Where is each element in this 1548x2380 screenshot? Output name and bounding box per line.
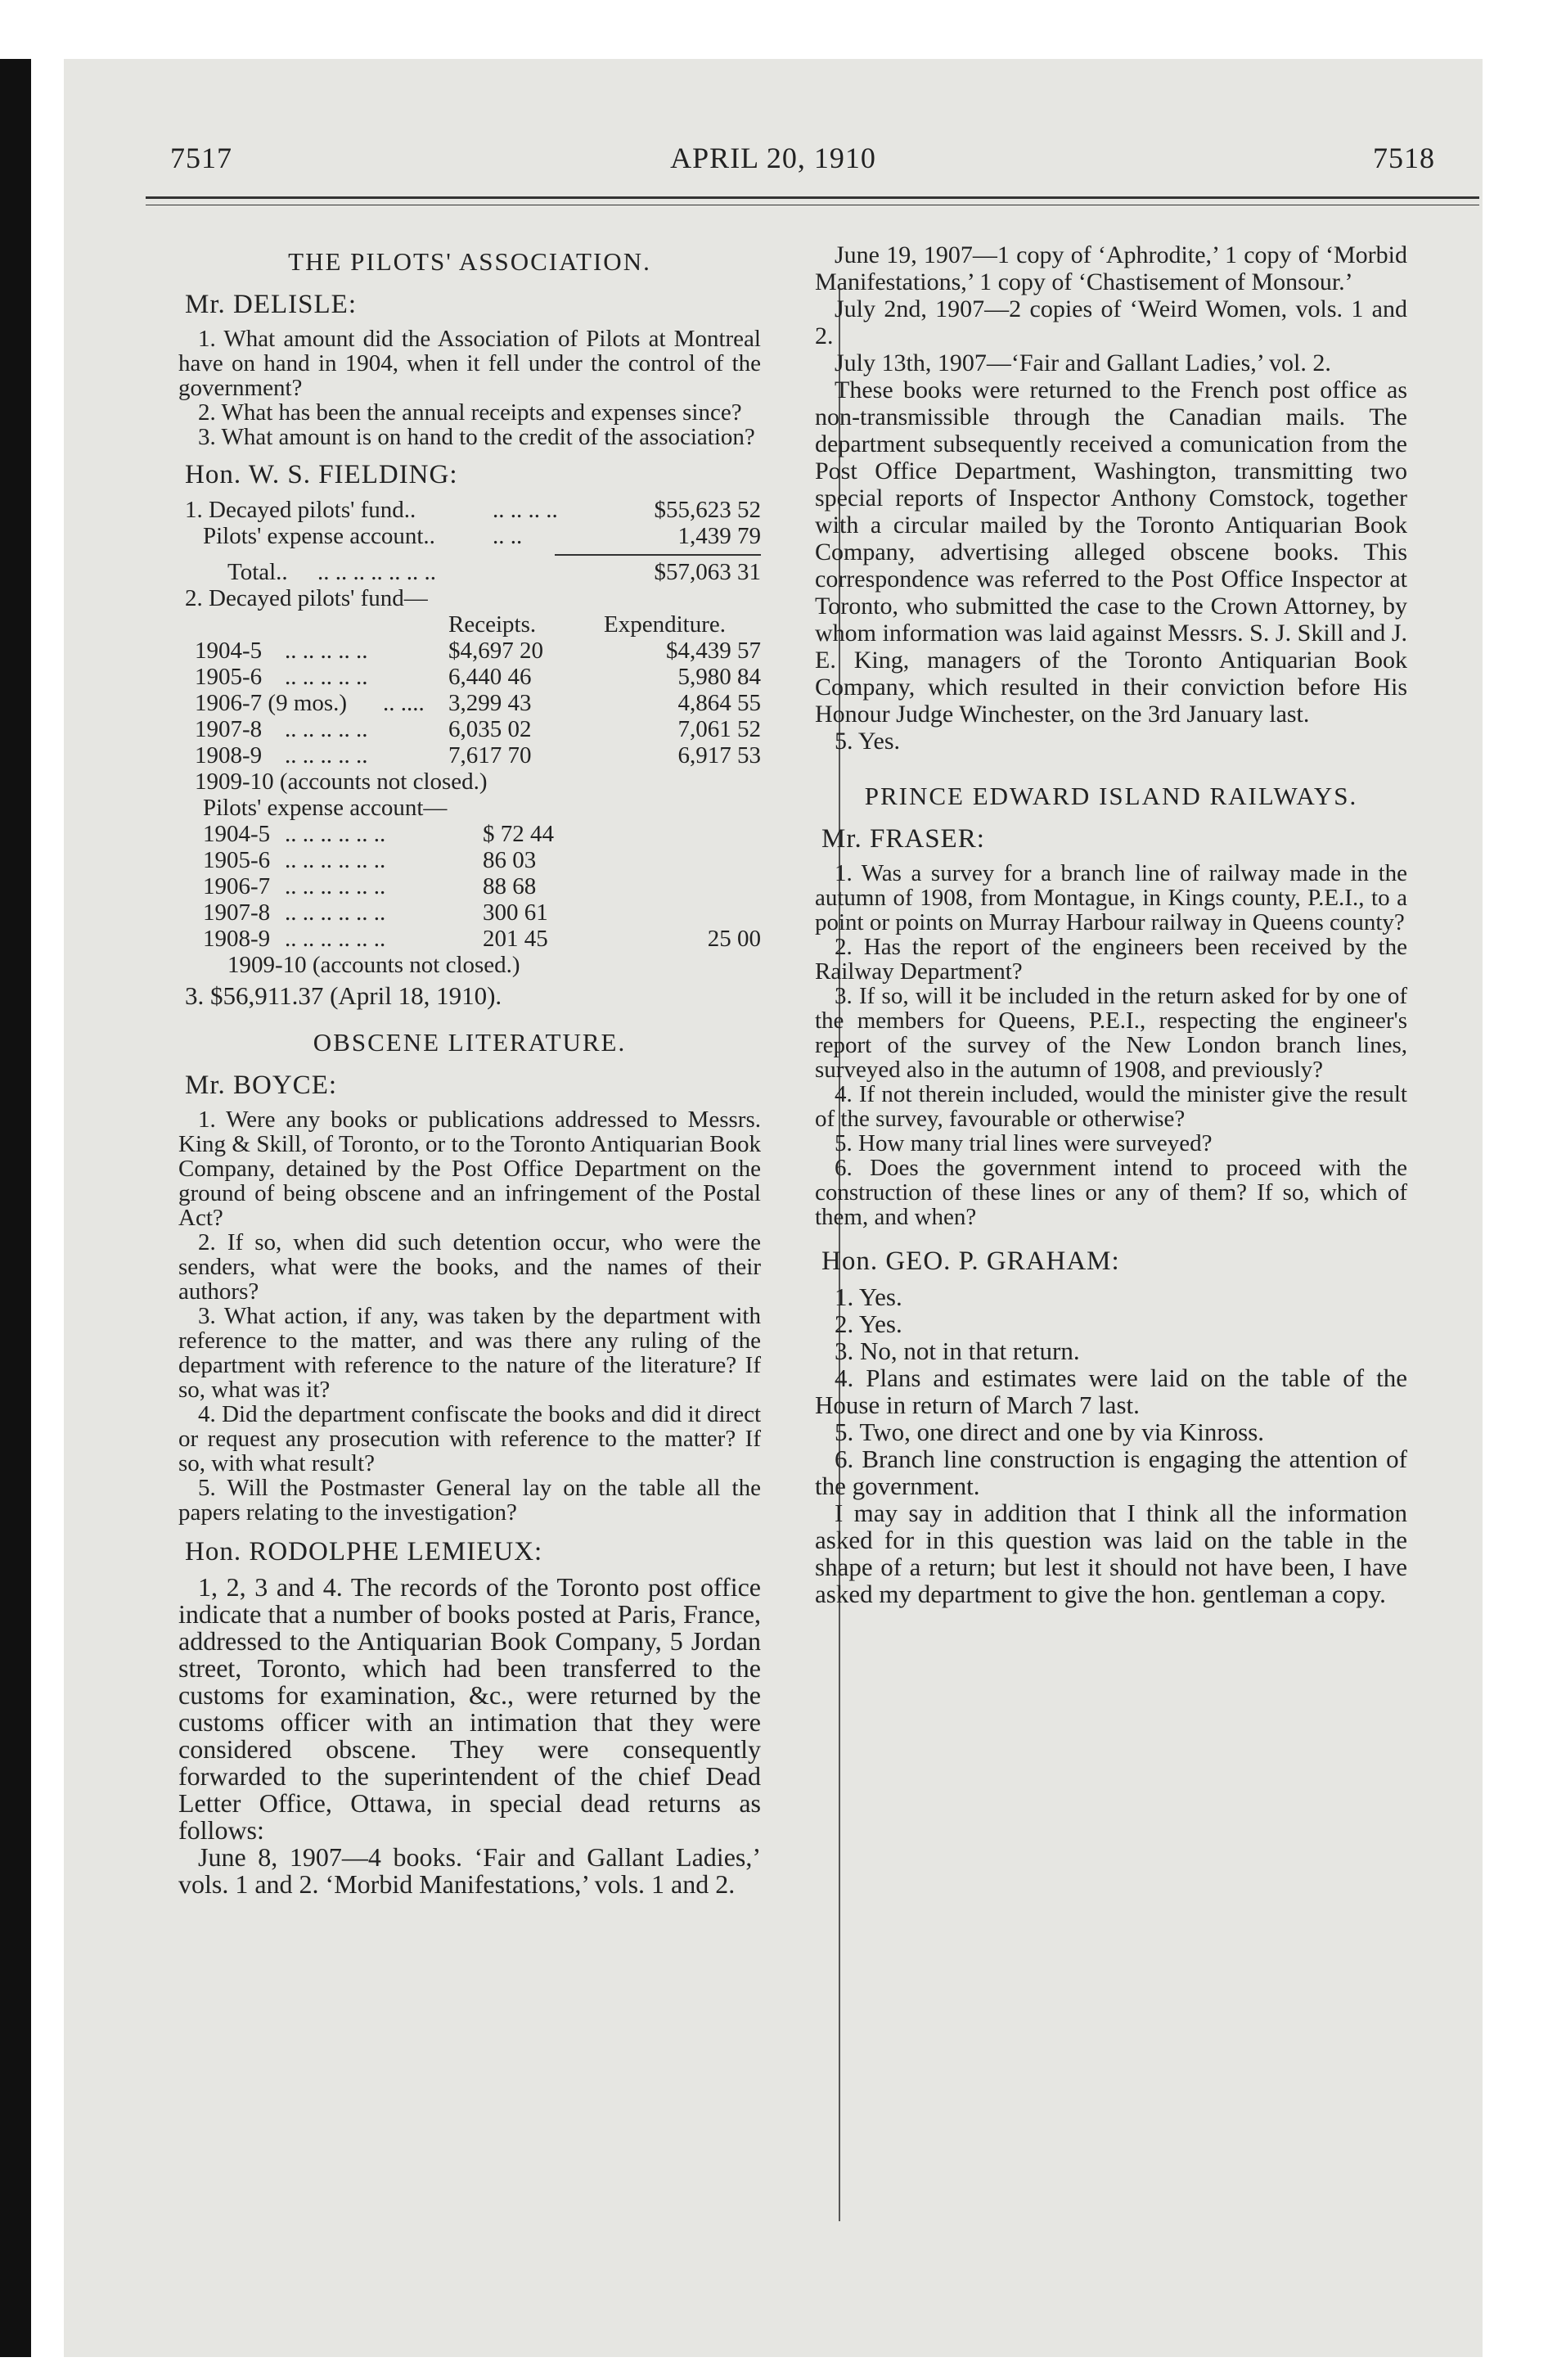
ledger-value: 1,439 79 <box>677 523 761 549</box>
ledger-year: 1906-7 <box>203 873 271 899</box>
receipts-header: Receipts. <box>448 611 537 638</box>
speaker-boyce: Mr. BOYCE: <box>185 1071 338 1100</box>
left-column <box>178 241 761 1898</box>
ledger-dots: .. .. .. .. .. .. <box>285 873 386 899</box>
receipt-row <box>178 664 761 690</box>
expense-row <box>178 926 761 952</box>
ledger-value: 86 03 <box>483 847 537 873</box>
ledger-row <box>178 795 761 821</box>
right-column <box>815 241 1407 1607</box>
ledger-row <box>178 952 761 978</box>
ledger-expenditure: 7,061 52 <box>677 716 761 742</box>
receipt-row <box>178 690 761 716</box>
ledger-year: 1906-7 (9 mos.) <box>195 690 348 716</box>
answer-7: I may say in addition that I think all the information asked for in this question was laid on the table in the shape of a return; but lest it should not have been, I have asked my department to give the hon. gentleman a copy. <box>815 1499 1407 1608</box>
question-4: 4. Did the department confiscate the books and did it direct or request any prosecution with reference to the matter? If so, with what result? <box>178 1401 761 1476</box>
ledger-value: $55,623 52 <box>654 497 761 523</box>
answer-1: 1. Yes. <box>835 1282 902 1311</box>
receipt-rows <box>178 638 761 769</box>
receipt-row <box>178 742 761 769</box>
left-page-number: 7517 <box>170 142 232 174</box>
expense-row <box>178 873 761 899</box>
ledger-dots: .. .. <box>493 523 523 549</box>
obscene-continued <box>815 241 1407 755</box>
ledger-dots: .. .. .. .. .. .. <box>285 926 386 952</box>
ledger-row <box>178 559 761 585</box>
question-3: 3. What action, if any, was taken by the department with reference to the matter, and was there any ruling of the department with reference to the nature of the literature? If so, what was it? <box>178 1303 761 1403</box>
speaker-fielding: Hon. W. S. FIELDING: <box>185 460 458 489</box>
receipt-row <box>178 638 761 664</box>
ledger-row <box>178 497 761 523</box>
answer-5: 5. Two, one direct and one by via Kinross. <box>835 1418 1265 1446</box>
question-1: 1. Was a survey for a branch line of railway made in the autumn of 1908, from Montague, in Kings county, P.E.I., to a point or points on Murray Harbour railway in Queens county? <box>815 860 1407 935</box>
ledger-expenditure: 6,917 53 <box>677 742 761 769</box>
expenditure-header: Expenditure. <box>604 611 726 638</box>
speaker-lemieux: Hon. RODOLPHE LEMIEUX: <box>185 1537 543 1566</box>
expense-row <box>178 899 761 926</box>
section-title-pilots: THE PILOTS' ASSOCIATION. <box>288 247 651 276</box>
question-1: 1. Were any books or publications addressed to Messrs. King & Skill, of Toronto, or to the Toronto Antiquarian Book Company, detained by the Post Office Department on the ground of being obscene and an infringement of the Postal Act? <box>178 1107 761 1231</box>
ledger-expenditure: $4,439 57 <box>666 638 761 664</box>
ledger-other: 25 00 <box>707 926 761 952</box>
ledger-value: $ 72 44 <box>483 821 554 847</box>
question-6: 6. Does the government intend to proceed with the construction of these lines or any of them? If so, which of them, and when? <box>815 1155 1407 1230</box>
scan-edge <box>0 59 31 2357</box>
question-2: 2. What has been the annual receipts and expenses since? <box>198 399 742 426</box>
question-4: 4. If not therein included, would the minister give the result of the survey, favourable or otherwise? <box>815 1081 1407 1132</box>
ledger-year: 1907-8 <box>203 899 271 926</box>
total-rule <box>555 554 761 556</box>
ledger-row <box>178 585 761 611</box>
ledger-year: 1904-5 <box>203 821 271 847</box>
pei-answers <box>815 1283 1407 1607</box>
ledger-year: 1908-9 <box>195 742 263 769</box>
paragraph: These books were returned to the French post office as non-transmissible through the Canadian mails. The department subsequently received a comunication from the Post Office Department, Washington, transmitting two special reports of Inspector Anthony Comstock, together with a circular mailed by the Toronto Antiquarian Book Company, advertising alleged obscene books. This correspondence was referred to the Post Office Inspector at Toronto, who submitted the case to the Crown Attorney, by whom information was laid against Messrs. S. J. Skill and J. E. King, managers of the Toronto Antiquarian Book Company, which resulted in their conviction before His Honour Judge Winchester, on the 3rd January last. <box>815 376 1407 728</box>
answer-3: 3. No, not in that return. <box>835 1336 1080 1365</box>
ledger-dots: .. .. .. .. .. <box>285 742 368 769</box>
answer-4: 4. Plans and estimates were laid on the table of the House in return of March 7 last. <box>815 1364 1407 1419</box>
ledger-label: Pilots' expense account.. <box>203 523 435 549</box>
expense-row <box>178 821 761 847</box>
right-page-number: 7518 <box>1373 142 1435 174</box>
question-5: 5. How many trial lines were surveyed? <box>835 1130 1213 1156</box>
ledger-label: Pilots' expense account— <box>203 795 448 821</box>
ledger-receipts: 7,617 70 <box>448 742 532 769</box>
ledger-dots: .. .. .. .. .. <box>285 664 368 690</box>
ledger-dots: .. .. .. .. .. .. <box>285 899 386 926</box>
ledger-year: 1905-6 <box>195 664 263 690</box>
answer-1-4: 1, 2, 3 and 4. The records of the Toronto post office indicate that a number of books posted at Paris, France, addressed to the Antiquarian Book Company, 5 Jordan street, Toronto, which had been transferred to the customs for examination, &c., were returned by the customs officer with an intimation that they were considered obscene. They were consequently forwarded to the superintendent of the chief Dead Letter Office, Ottawa, in special dead returns as follows: <box>178 1572 761 1845</box>
ledger-receipts: 3,299 43 <box>448 690 532 716</box>
ledger-dots: .. .. .. .. .. .. .. <box>317 559 436 585</box>
answer-june-8: June 8, 1907—4 books. ‘Fair and Gallant Ladies,’ vols. 1 and 2. ‘Morbid Manifestations,’ vols. 1 and 2. <box>178 1842 761 1899</box>
question-1: 1. What amount did the Association of Pilots at Montreal have on hand in 1904, when it fell under the control of the government? <box>178 326 761 401</box>
answer-6: 6. Branch line construction is engaging the attention of the government. <box>815 1445 1407 1500</box>
paragraph: 5. Yes. <box>835 728 901 755</box>
question-3: 3. If so, will it be included in the return asked for by one of the members for Queens, P.E.I., respecting the engineer's report of the survey of the New London branch lines, surveyed also in the autumn of 1908, and previously? <box>815 983 1407 1083</box>
obscene-questions <box>178 1107 761 1525</box>
paragraph: July 2nd, 1907—2 copies of ‘Weird Women, vols. 1 and 2. <box>815 295 1407 349</box>
ledger-expenditure: 4,864 55 <box>677 690 761 716</box>
ledger-year: 1907-8 <box>195 716 263 742</box>
expense-row <box>178 847 761 873</box>
ledger-expenditure: 5,980 84 <box>677 664 761 690</box>
receipt-row <box>178 716 761 742</box>
question-5: 5. Will the Postmaster General lay on the table all the papers relating to the investigation? <box>178 1475 761 1526</box>
ledger-value: $57,063 31 <box>654 559 761 585</box>
ledger-row <box>178 983 761 1009</box>
ledger-row <box>178 769 761 795</box>
ledger-year: 1904-5 <box>195 638 263 664</box>
question-2: 2. Has the report of the engineers been received by the Railway Department? <box>815 934 1407 985</box>
ledger-receipts: 6,440 46 <box>448 664 532 690</box>
ledger-label: Total.. <box>227 559 288 585</box>
section-title-pei: PRINCE EDWARD ISLAND RAILWAYS. <box>864 782 1358 810</box>
ledger-note: 1909-10 (accounts not closed.) <box>227 952 520 978</box>
ledger-dots: .. .. .. .. <box>493 497 558 523</box>
question-2: 2. If so, when did such detention occur, who were the senders, what were the books, and the names of their authors? <box>178 1229 761 1305</box>
speaker-graham: Hon. GEO. P. GRAHAM: <box>821 1246 1120 1276</box>
paragraph: July 13th, 1907—‘Fair and Gallant Ladies,’ vol. 2. <box>835 349 1331 376</box>
answer-2: 2. Yes. <box>835 1309 902 1338</box>
header-rule <box>146 196 1479 199</box>
pilots-ledger <box>178 497 761 1009</box>
ledger-receipts: 6,035 02 <box>448 716 532 742</box>
ledger-receipts: $4,697 20 <box>448 638 543 664</box>
section-title-obscene: OBSCENE LITERATURE. <box>313 1028 627 1057</box>
ledger-value: 88 68 <box>483 873 537 899</box>
question-3: 3. What amount is on hand to the credit of the association? <box>198 424 755 450</box>
paragraph: June 19, 1907—1 copy of ‘Aphrodite,’ 1 copy of ‘Morbid Manifestations,’ 1 copy of ‘Chastisement of Monsour.’ <box>815 241 1407 295</box>
ledger-year: 1908-9 <box>203 926 271 952</box>
ledger-row <box>178 523 761 549</box>
ledger-dots: .. .... <box>383 690 425 716</box>
ledger-dots: .. .. .. .. .. .. <box>285 847 386 873</box>
ledger-dots: .. .. .. .. .. <box>285 638 368 664</box>
answer-3: 3. $56,911.37 (April 18, 1910). <box>185 981 502 1010</box>
ledger-column-headers <box>178 611 761 638</box>
pilots-questions <box>178 327 761 449</box>
page-date: APRIL 20, 1910 <box>670 142 876 174</box>
ledger-dots: .. .. .. .. .. <box>285 716 368 742</box>
ledger-label: 1. Decayed pilots' fund.. <box>185 497 416 523</box>
ledger-dots: .. .. .. .. .. .. <box>285 821 386 847</box>
speaker-delisle: Mr. DELISLE: <box>185 290 357 319</box>
speaker-fraser: Mr. FRASER: <box>821 824 985 854</box>
ledger-label: 2. Decayed pilots' fund— <box>185 585 428 611</box>
pei-questions <box>815 861 1407 1229</box>
ledger-value: 201 45 <box>483 926 548 952</box>
ledger-year: 1905-6 <box>203 847 271 873</box>
expense-rows <box>178 821 761 952</box>
ledger-value: 300 61 <box>483 899 548 926</box>
ledger-note: 1909-10 (accounts not closed.) <box>195 769 488 795</box>
